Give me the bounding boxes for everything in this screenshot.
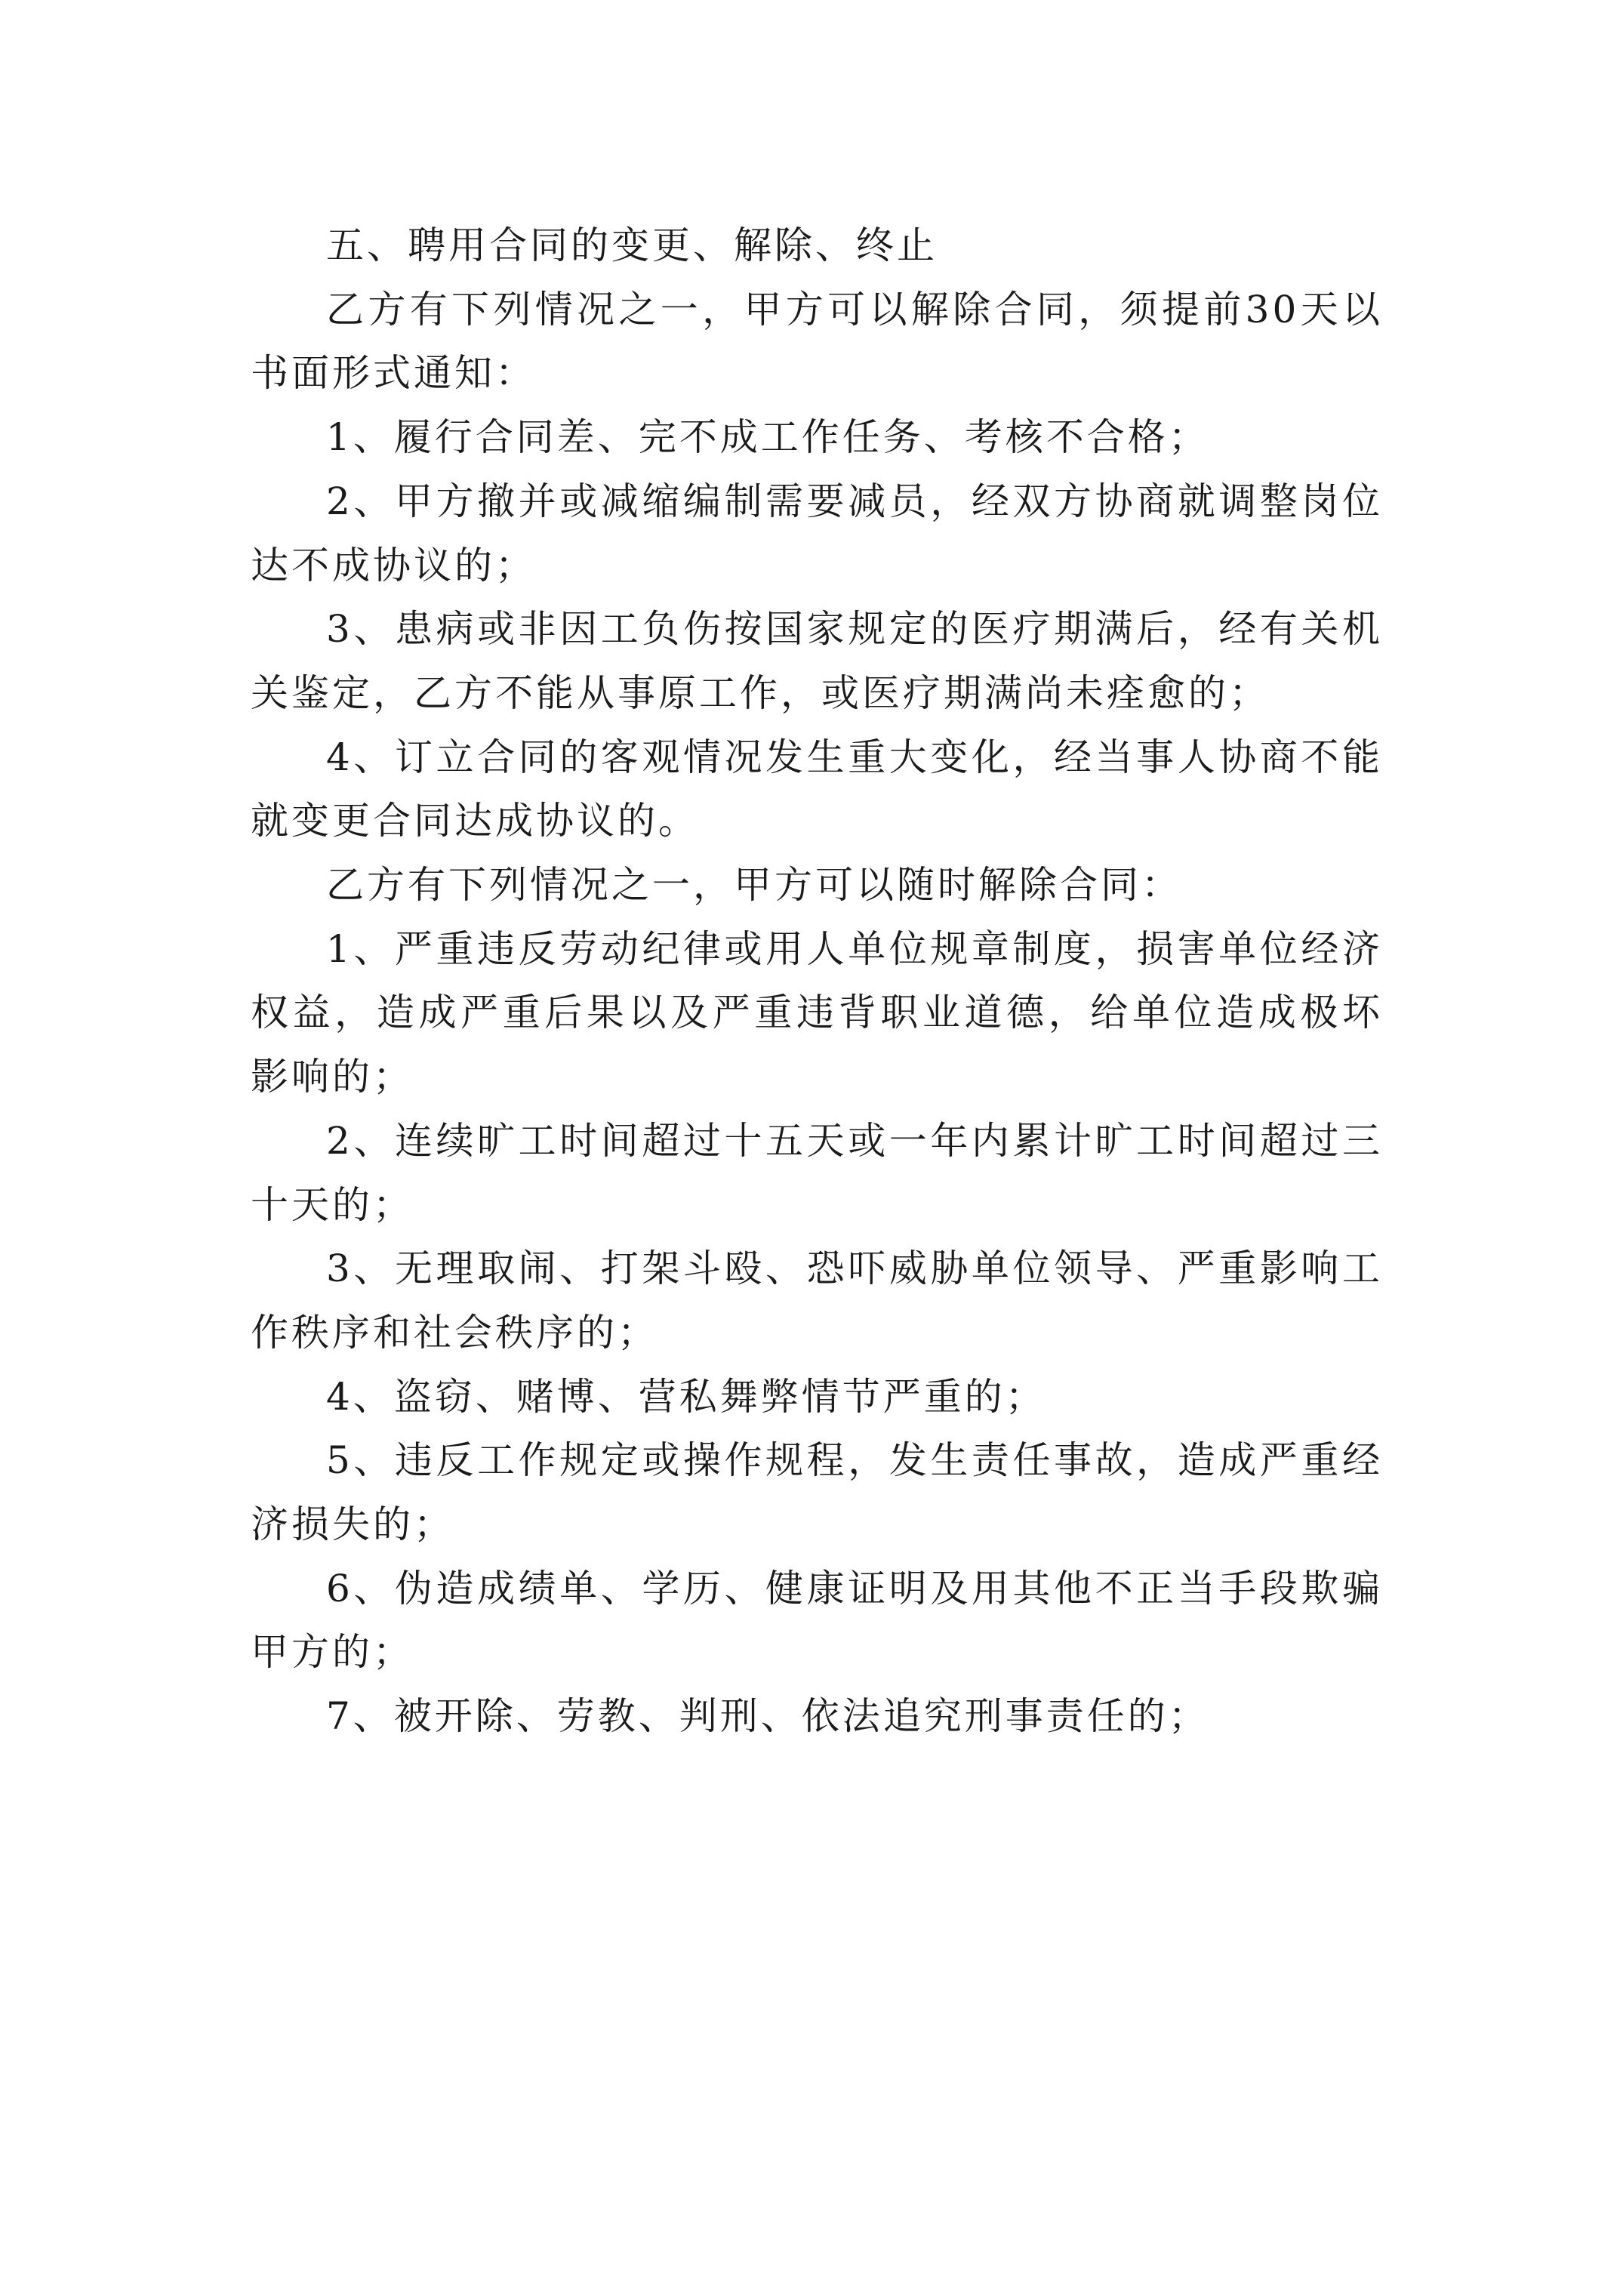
- paragraph-immediate-termination: 乙方有下列情况之一，甲方可以随时解除合同：: [326, 863, 1182, 908]
- list-item: 2、甲方撤并或减缩编制需要减员，经双方协商就调整岗位达不成协议的；: [251, 479, 1383, 587]
- paragraph-notice-termination: 乙方有下列情况之一，甲方可以解除合同，须提前30天以书面形式通知：: [251, 287, 1383, 396]
- list-item: 3、患病或非因工负伤按国家规定的医疗期满后，经有关机关鉴定，乙方不能从事原工作，或医疗期满尚未痊愈的；: [251, 607, 1383, 715]
- document-page: [251, 214, 1383, 1749]
- list-item: 2、连续旷工时间超过十五天或一年内累计旷工时间超过三十天的；: [251, 1118, 1383, 1227]
- list-item: 6、伪造成绩单、学历、健康证明及用其他不正当手段欺骗甲方的；: [251, 1566, 1383, 1675]
- list-item: 4、订立合同的客观情况发生重大变化，经当事人协商不能就变更合同达成协议的。: [251, 735, 1383, 843]
- list-item: 7、被开除、劳教、判刑、依法追究刑事责任的；: [326, 1694, 1209, 1739]
- list-item: 4、盗窃、赌博、营私舞弊情节严重的；: [326, 1374, 1046, 1419]
- list-item: 1、严重违反劳动纪律或用人单位规章制度，损害单位经济权益，造成严重后果以及严重违背职业道德，给单位造成极坏影响的；: [251, 926, 1383, 1099]
- list-item: 1、履行合同差、完不成工作任务、考核不合格；: [326, 415, 1209, 460]
- section-heading: 五、聘用合同的变更、解除、终止: [326, 223, 938, 267]
- list-item: 3、无理取闹、打架斗殴、恐吓威胁单位领导、严重影响工作秩序和社会秩序的；: [251, 1247, 1383, 1354]
- list-item: 5、违反工作规定或操作规程，发生责任事故，造成严重经济损失的；: [251, 1438, 1383, 1547]
